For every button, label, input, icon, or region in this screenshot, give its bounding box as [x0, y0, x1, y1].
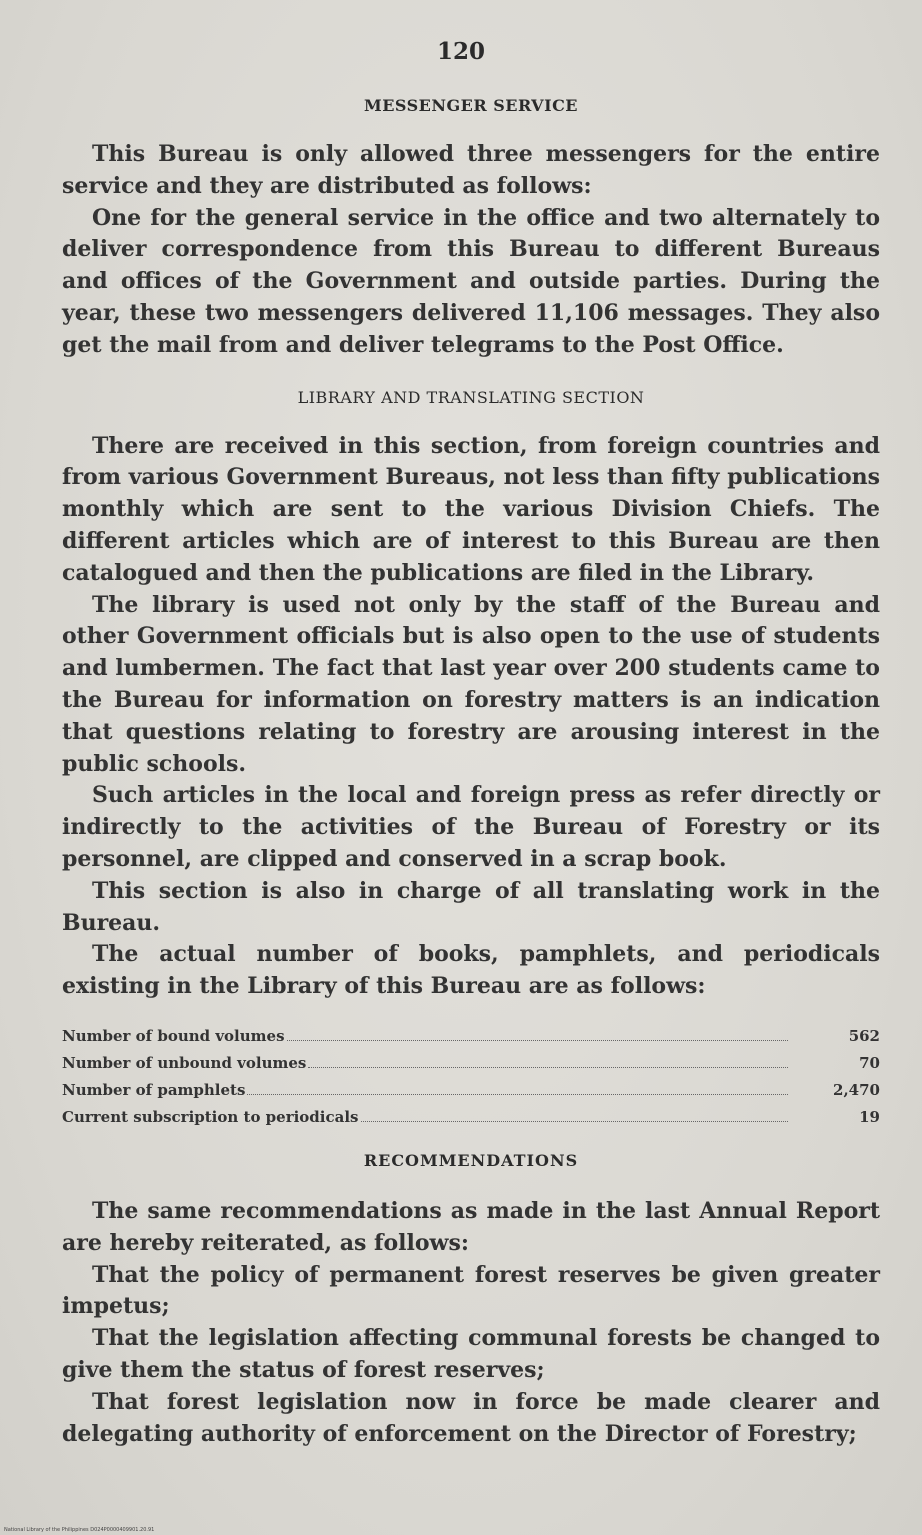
- heading-recommendations: RECOMMENDATIONS: [363, 1150, 579, 1170]
- library-holdings-table: [62, 1023, 880, 1131]
- archive-footer: National Library of the Philippines D024P0000409901.20.91: [4, 1527, 155, 1533]
- paragraph: The same recommendations as made in the last Annual Report are hereby reiterated, as follows:: [62, 1197, 880, 1256]
- row-label: Number of bound volumes: [62, 1026, 285, 1045]
- leader-dots: [247, 1094, 788, 1095]
- paragraph: One for the general service in the office and two alternately to deliver correspondence from this Bureau to different Bureaus and offices of the Government and outside parties. During the year, these two messengers delivered 11,106 messages. They also get the mail from and deliver telegrams to the Post Office.: [62, 204, 880, 358]
- paragraph: That forest legislation now in force be made clearer and delegating authority of enforcement on the Director of Forestry;: [62, 1388, 880, 1447]
- page-content: [62, 96, 880, 1450]
- paragraph: The actual number of books, pamphlets, and periodicals existing in the Library of this Bureau are as follows:: [62, 941, 880, 1000]
- row-value: 70: [859, 1053, 880, 1072]
- heading-messenger-service: MESSENGER SERVICE: [363, 96, 578, 115]
- row-label: Number of unbound volumes: [62, 1053, 307, 1072]
- heading-library-translating: LIBRARY AND TRANSLATING SECTION: [297, 387, 645, 407]
- leader-dots: [287, 1040, 788, 1041]
- table-row: [62, 1077, 880, 1104]
- paragraph: That the policy of permanent forest reserves be given greater impetus;: [62, 1261, 880, 1320]
- leader-dots: [308, 1067, 788, 1068]
- paragraph: This section is also in charge of all translating work in the Bureau.: [62, 877, 880, 936]
- paragraph: That the legislation affecting communal forests be changed to give them the status of forest reserves;: [62, 1325, 880, 1383]
- paragraph: There are received in this section, from foreign countries and from various Government Bureaus, not less than fifty publications monthly which are sent to the various Division Chiefs. The different articles which are of interest to this Bureau are then catalogued and then the publications are filed in the Library.: [62, 432, 880, 586]
- leader-dots: [361, 1121, 789, 1122]
- row-label: Current subscription to periodicals: [62, 1107, 359, 1126]
- paragraph: Such articles in the local and foreign press as refer directly or indirectly to the activities of the Bureau of Forestry or its personnel, are clipped and conserved in a scrap book.: [62, 782, 880, 872]
- row-label: Number of pamphlets: [62, 1080, 246, 1099]
- row-value: 19: [859, 1107, 880, 1126]
- paragraph: The library is used not only by the staff of the Bureau and other Government officials but is also open to the use of students and lumbermen. The fact that last year over 200 students came to the Bureau for information on forestry matters is an indication that questions relating to forestry are arousing interest in the public schools.: [62, 591, 880, 777]
- row-value: 2,470: [833, 1080, 880, 1099]
- paragraph: This Bureau is only allowed three messengers for the entire service and they are distributed as follows:: [62, 141, 880, 199]
- table-row: [62, 1050, 880, 1077]
- table-row: [62, 1023, 880, 1050]
- page-number: 120: [436, 38, 485, 65]
- row-value: 562: [848, 1026, 880, 1045]
- table-row: [62, 1104, 880, 1131]
